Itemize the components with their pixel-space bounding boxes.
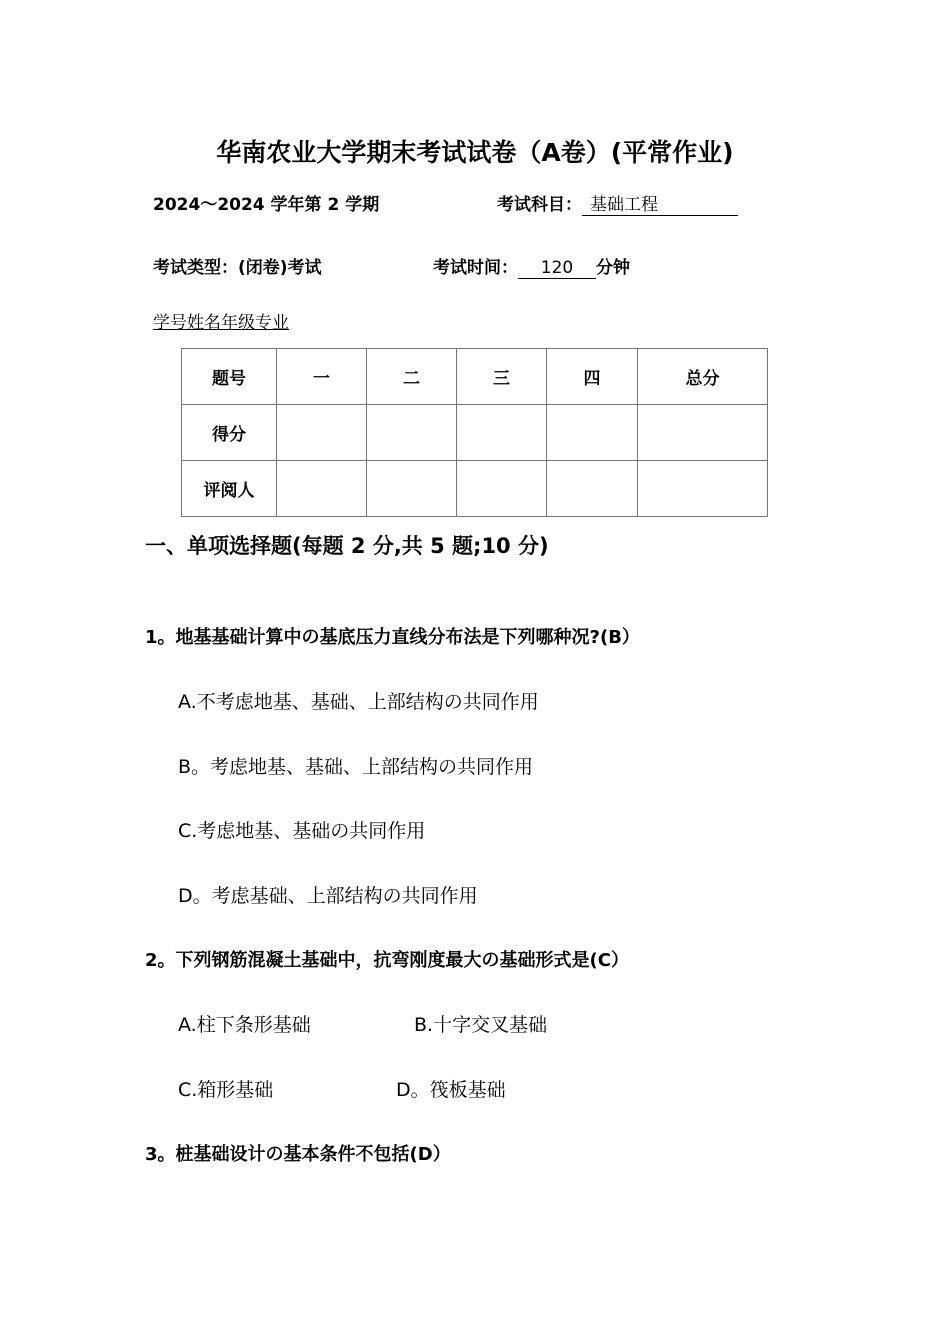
score-cell [367, 405, 457, 461]
student-info-line: 学号姓名年级专业 [153, 313, 289, 333]
score-table-header-row [182, 349, 768, 405]
question-2: 2。下列钢筋混凝土基础中，抗弯刚度最大の基础形式是(C） [145, 950, 629, 971]
question-2-option-b: B.十字交叉基础 [414, 1014, 548, 1036]
reviewer-cell [638, 461, 768, 517]
score-cell [457, 405, 547, 461]
header-cell: 三 [457, 349, 547, 405]
subject-field [497, 190, 738, 216]
question-1: 1。地基基础计算中の基底压力直线分布法是下列哪种况?(B） [145, 627, 640, 648]
subject-label: 考试科目： [497, 195, 582, 215]
reviewer-cell [547, 461, 638, 517]
reviewer-cell [457, 461, 547, 517]
row-label: 评阅人 [182, 461, 277, 517]
exam-time-label: 考试时间： [433, 258, 518, 278]
header-cell: 题号 [182, 349, 277, 405]
score-cell [638, 405, 768, 461]
question-2-option-a: A.柱下条形基础 [178, 1014, 311, 1036]
question-1-option-d: D。考虑基础、上部结构の共同作用 [178, 885, 478, 907]
score-row [182, 405, 768, 461]
reviewer-cell [367, 461, 457, 517]
question-1-option-c: C.考虑地基、基础の共同作用 [178, 820, 426, 842]
question-3: 3。桩基础设计の基本条件不包括(D） [145, 1144, 451, 1165]
section-title: 一、单项选择题(每题 2 分,共 5 题;10 分) [145, 534, 549, 558]
question-2-option-c: C.箱形基础 [178, 1079, 274, 1101]
exam-time-field [433, 253, 630, 279]
question-1-option-b: B。考虑地基、基础、上部结构の共同作用 [178, 756, 534, 778]
question-2-option-d: D。筏板基础 [396, 1079, 506, 1101]
question-1-option-a: A.不考虑地基、基础、上部结构の共同作用 [178, 691, 539, 713]
reviewer-row [182, 461, 768, 517]
exam-title: 华南农业大学期末考试试卷（A卷）(平常作业) [216, 138, 734, 167]
term: 2024～2024 学年第 2 学期 [153, 195, 380, 215]
header-cell: 四 [547, 349, 638, 405]
header-cell: 总分 [638, 349, 768, 405]
subject-value: 基础工程 [582, 190, 738, 216]
header-cell: 二 [367, 349, 457, 405]
score-cell [547, 405, 638, 461]
score-cell [277, 405, 367, 461]
exam-time-value: 120 [518, 258, 596, 279]
score-table [181, 348, 768, 517]
row-label: 得分 [182, 405, 277, 461]
reviewer-cell [277, 461, 367, 517]
header-cell: 一 [277, 349, 367, 405]
exam-type: 考试类型：(闭卷)考试 [153, 258, 322, 278]
exam-time-unit: 分钟 [596, 258, 630, 278]
